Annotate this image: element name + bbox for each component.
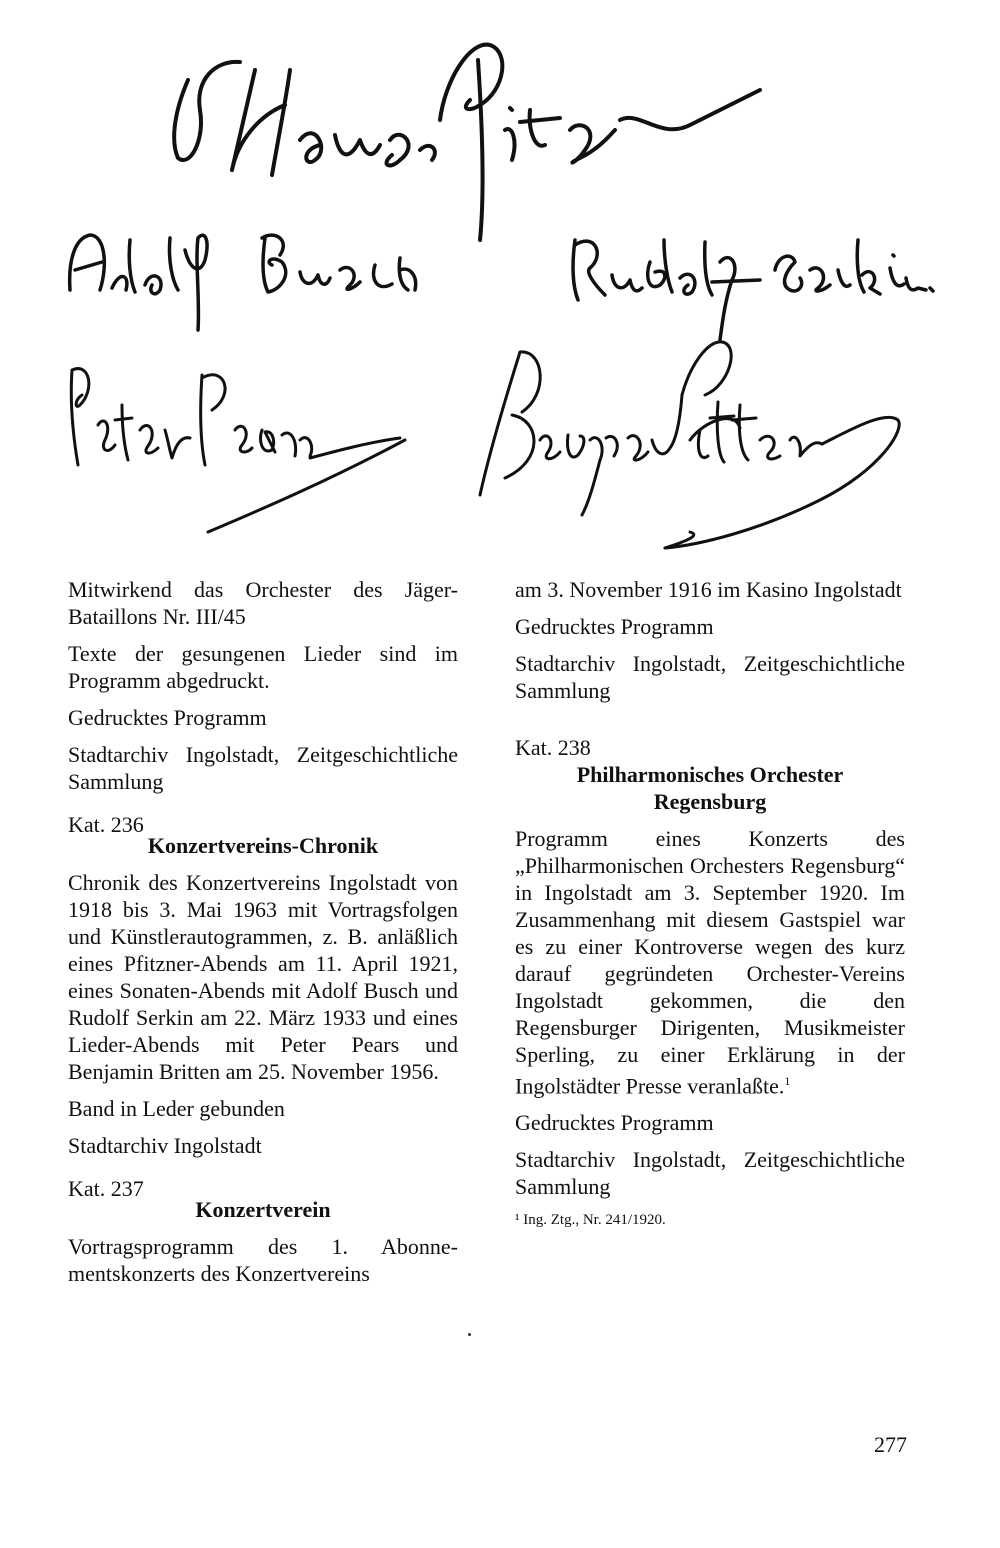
- catalog-number: Kat. 236: [68, 812, 144, 837]
- signature-adolf-busch: [70, 235, 416, 330]
- entry-title-line2: Regensburg: [653, 789, 767, 814]
- scan-speck: [468, 1333, 471, 1336]
- autograph-signatures: [0, 0, 1000, 560]
- entry-description: [515, 825, 905, 1099]
- signature-hans-pfitzner: [174, 45, 760, 240]
- footnote-marker: 1: [784, 1074, 791, 1088]
- entry-archive: Stadtarchiv Ingolstadt, Zeitgeschichtliche Sammlung: [515, 1147, 905, 1200]
- entry-printed-program: Gedrucktes Programm: [515, 1110, 714, 1136]
- intro-lyrics-note: Texte der gesungenen Lieder sind im Programm abgedruckt.: [68, 641, 458, 693]
- intro-printed-program: Gedrucktes Programm: [68, 705, 267, 730]
- intro-archive: Stadtarchiv Ingolstadt, Zeitgeschichtliche Sammlung: [68, 742, 458, 794]
- right-column: [515, 576, 905, 1240]
- left-column: [68, 576, 458, 1297]
- entry-title-line1: Philharmonisches Orchester: [576, 762, 844, 787]
- intro-performers: Mitwirkend das Orchester des Jäger-Bataillons Nr. III/45: [68, 577, 458, 629]
- catalog-number: Kat. 237: [68, 1176, 144, 1201]
- entry-archive: Stadtarchiv Ingolstadt: [68, 1133, 262, 1158]
- catalog-entry-238: [515, 734, 905, 1230]
- continuation-archive: Stadtarchiv Ingolstadt, Zeitgeschichtliche Sammlung: [515, 651, 905, 703]
- continuation-printed-program: Gedrucktes Programm: [515, 614, 714, 639]
- entry-description-text: Programm eines Konzerts des „Philharmonischen Orchesters Regensburg“ in Ingolstadt am 3. September 1920. Im Zusammenhang mit diesem Gastspiel war es zu einer Kontroverse wegen des kurz darauf gegründeten Orchester-Vereins Ingolstadt gekommen, die den Regensburger Dirigenten, Musikmeister Sperling, zu einer Erklärung in der Ingolstädter Presse veranlaßte.: [515, 826, 905, 1099]
- signature-benjamin-britten: [480, 342, 899, 548]
- footnote: ¹ Ing. Ztg., Nr. 241/1920.: [515, 1212, 666, 1229]
- entry-description: Chronik des Konzertvereins Ingolstadt von 1918 bis 3. Mai 1963 mit Vortragsfolgen und Künstlerautogrammen, z. B. anläßlich eines Pfitzner-Abends am 11. April 1921, eines Sonaten-Abends mit Adolf Busch und Rudolf Serkin am 22. März 1933 und eines Lieder-Abends mit Peter Pears und Benjamin Britten am 25. November 1956.: [68, 870, 458, 1084]
- catalog-entry-236: [68, 811, 458, 1159]
- signature-rudolf-serkin: [573, 240, 933, 340]
- entry-title: Konzertverein: [195, 1197, 331, 1222]
- page-number: 277: [874, 1432, 907, 1457]
- continuation-text: am 3. November 1916 im Kasino Ingolstadt: [515, 577, 902, 602]
- entry-description: Vortragsprogramm des 1. Abonnementskonzerts des Konzertvereins: [68, 1234, 458, 1286]
- signature-peter-pears: [71, 369, 405, 532]
- catalog-number: Kat. 238: [515, 735, 591, 760]
- entry-binding-note: Band in Leder gebunden: [68, 1096, 285, 1121]
- catalog-entry-237: [68, 1175, 458, 1287]
- entry-title: Konzertvereins-Chronik: [147, 833, 379, 858]
